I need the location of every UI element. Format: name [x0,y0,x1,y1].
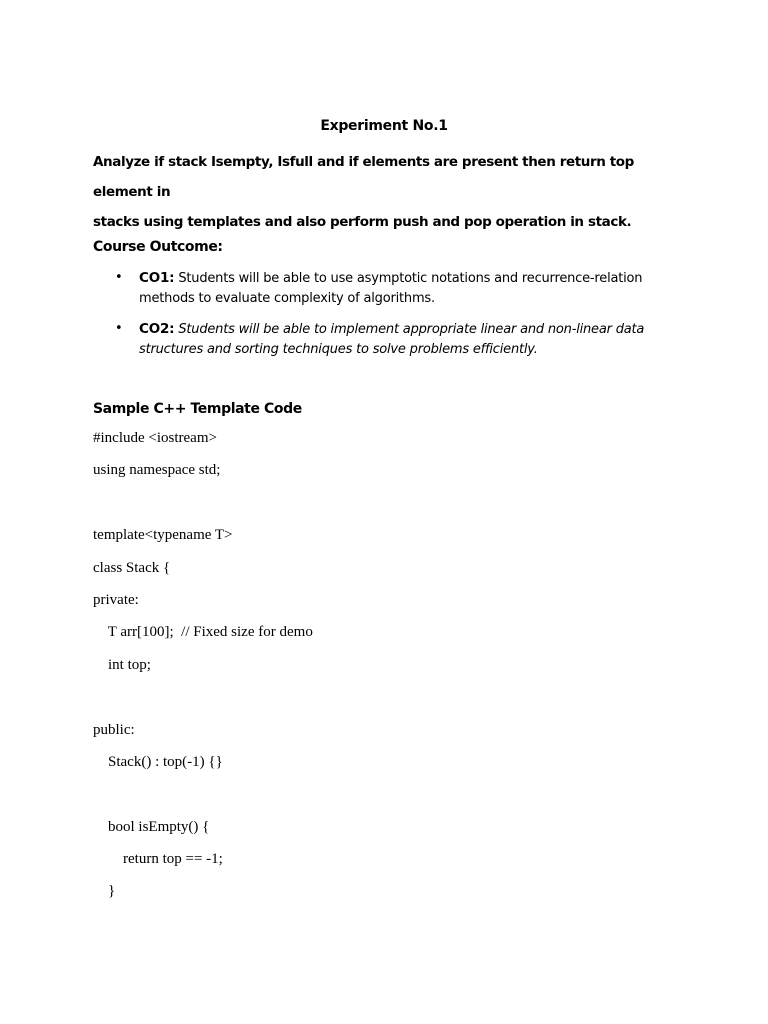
code-line: bool isEmpty() { [93,818,210,835]
code-line: int top; [93,656,151,673]
bullet-icon: • [115,321,123,336]
code-line: class Stack { [93,559,171,576]
course-outcome-text: Students will be able to use asymptotic notations and recurrence-relation methods to evaluate complexity of algorithms. [139,271,643,306]
code-line: Stack() : top(-1) {} [93,753,223,770]
code-line: private: [93,591,139,608]
experiment-aim-line-1: Analyze if stack Isempty, Isfull and if elements are present then return top element in [93,154,634,200]
code-line: T arr[100]; // Fixed size for demo [93,624,313,641]
code-block [93,427,693,913]
course-outcome-heading: Course Outcome: [93,239,223,255]
code-section-heading: Sample C++ Template Code [93,401,302,417]
page-title: Experiment No.1 [320,118,448,134]
course-outcome-text: Students will be able to implement appropriate linear and non-linear data structures and sorting techniques to solve problems efficiently. [139,322,645,357]
experiment-aim-line-2: stacks using templates and also perform push and pop operation in stack. [93,214,632,230]
code-line [93,686,693,718]
code-line: using namespace std; [93,462,221,479]
course-outcome-list [93,268,653,370]
course-outcome-item-co2 [93,319,653,360]
course-outcome-item-co1 [93,268,653,309]
course-outcome-label: CO1: [139,270,175,286]
code-line [93,783,693,815]
course-outcome-label: CO2: [139,321,175,337]
experiment-aim [93,147,693,237]
bullet-icon: • [115,270,123,285]
code-line: } [93,883,116,900]
code-line [93,492,693,524]
code-line: return top == -1; [93,851,223,868]
code-line: #include <iostream> [93,430,217,446]
code-line: template<typename T> [93,527,233,544]
code-line: public: [93,721,135,738]
